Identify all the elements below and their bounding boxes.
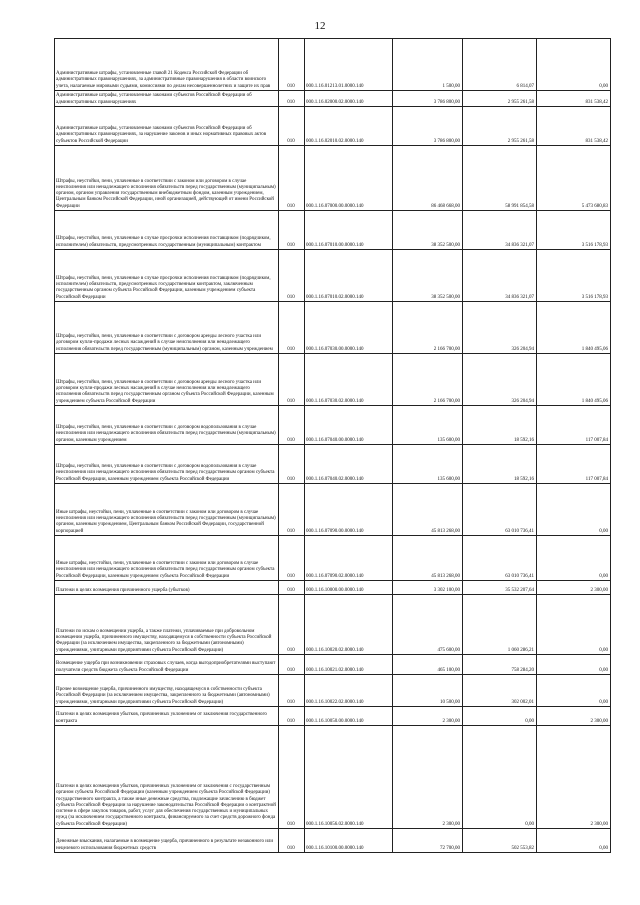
row-budget-code: 000.1.16.10050.00.0000.140	[305, 707, 393, 726]
row-unexecuted-amount: 0,00	[537, 484, 611, 536]
row-line-code: 010	[279, 707, 305, 726]
row-executed-amount: 502 553,82	[463, 829, 537, 853]
row-name: Штрафы, неустойки, пени, уплаченные в соответствии с договором водопользования в случае неисполнения или ненадлежащего исполнения обязательств перед государственным (муниципальным) органом, казенным учреждением	[55, 406, 279, 445]
row-executed-amount: 34 836 321,07	[463, 211, 537, 250]
row-line-code: 010	[279, 655, 305, 675]
row-line-code: 010	[279, 445, 305, 484]
table-row	[55, 302, 611, 354]
row-executed-amount: 18 592,16	[463, 445, 537, 484]
row-executed-amount: 326 204,94	[463, 354, 537, 406]
row-approved-amount: 475 600,00	[393, 595, 463, 655]
row-unexecuted-amount: 0,00	[537, 655, 611, 675]
table-row	[55, 250, 611, 302]
row-unexecuted-amount: 1 840 495,06	[537, 354, 611, 406]
row-name: Штрафы, неустойки, пени, уплаченные в случае просрочки исполнения поставщиком (подрядчиком, исполнителем) обязательств, предусмотренных государственным контрактом, заключенным государственным органом субъекта Российской Федерации, казенным учреждением субъекта Российской Федерации	[55, 250, 279, 302]
row-executed-amount: 326 204,94	[463, 302, 537, 354]
row-budget-code: 000.1.16.10100.00.0000.140	[305, 829, 393, 853]
row-line-code: 010	[279, 675, 305, 707]
row-executed-amount: 6 814,07	[463, 39, 537, 91]
table-row	[55, 406, 611, 445]
row-name: Иные штрафы, неустойки, пени, уплаченные в соответствии с законом или договором в случае неисполнения или ненадлежащего исполнения обязательств перед государственным органом субъекта Российской Федерации, казенным учреждением субъекта Российской Федерации	[55, 536, 279, 581]
row-budget-code: 000.1.16.07030.00.0000.140	[305, 302, 393, 354]
row-executed-amount: 302 002,01	[463, 675, 537, 707]
table-row	[55, 39, 611, 91]
row-approved-amount: 2 300,00	[393, 726, 463, 829]
row-approved-amount: 45 813 268,00	[393, 536, 463, 581]
row-line-code: 010	[279, 829, 305, 853]
row-budget-code: 000.1.16.07040.00.0000.140	[305, 406, 393, 445]
row-executed-amount: 1 060 286,21	[463, 595, 537, 655]
row-name: Административные штрафы, установленные законами субъектов Российской Федерации об административных правонарушениях, за нарушение законов и иных нормативных правовых актов субъектов Российской Федерации	[55, 107, 279, 146]
row-budget-code: 000.1.16.10056.02.0000.140	[305, 726, 393, 829]
row-line-code: 010	[279, 406, 305, 445]
row-unexecuted-amount: 831 538,42	[537, 107, 611, 146]
row-budget-code: 000.1.16.07010.00.0000.140	[305, 211, 393, 250]
row-line-code: 010	[279, 726, 305, 829]
row-unexecuted-amount: 3 516 178,93	[537, 250, 611, 302]
row-unexecuted-amount: 2 300,00	[537, 726, 611, 829]
row-name: Платежи в целях возмещения причиненного ущерба (убытков)	[55, 581, 279, 595]
row-name: Штрафы, неустойки, пени, уплаченные в соответствии с договором водопользования в случае неисполнения или ненадлежащего исполнения обязательств перед государственным органом субъекта Российской Федерации, казенным учреждением субъекта Российской Федерации	[55, 445, 279, 484]
row-budget-code: 000.1.16.07040.02.0000.140	[305, 445, 393, 484]
budget-revenue-table	[54, 38, 611, 853]
row-approved-amount: 2 166 700,00	[393, 354, 463, 406]
row-executed-amount: 63 010 736,41	[463, 536, 537, 581]
row-approved-amount: 2 166 700,00	[393, 302, 463, 354]
row-line-code: 010	[279, 536, 305, 581]
table-row	[55, 91, 611, 107]
row-approved-amount: 38 352 500,00	[393, 250, 463, 302]
row-unexecuted-amount: 2 300,00	[537, 707, 611, 726]
row-executed-amount: 2 955 261,58	[463, 107, 537, 146]
row-line-code: 010	[279, 595, 305, 655]
row-name: Административные штрафы, установленные законами субъектов Российской Федерации об административных правонарушениях	[55, 91, 279, 107]
row-unexecuted-amount: 0,00	[537, 675, 611, 707]
table-row	[55, 655, 611, 675]
row-approved-amount: 2 300,00	[393, 707, 463, 726]
row-line-code: 010	[279, 146, 305, 211]
row-executed-amount: 0,00	[463, 726, 537, 829]
row-budget-code: 000.1.16.01213.01.0000.140	[305, 39, 393, 91]
row-name: Штрафы, неустойки, пени, уплаченные в случае просрочки исполнения поставщиком (подрядчиком, исполнителем) обязательств, предусмотренных государственным (муниципальным) контрактом	[55, 211, 279, 250]
row-budget-code: 000.1.16.10021.02.0000.140	[305, 655, 393, 675]
row-line-code: 010	[279, 107, 305, 146]
row-approved-amount: 38 352 500,00	[393, 211, 463, 250]
table-row	[55, 354, 611, 406]
table-row	[55, 146, 611, 211]
row-line-code: 010	[279, 39, 305, 91]
table-row	[55, 107, 611, 146]
row-name: Штрафы, неустойки, пени, уплаченные в соответствии с договором аренды лесного участка или договором купли-продажи лесных насаждений в случае неисполнения или ненадлежащего исполнения обязательств перед государственным (муниципальным) органом, казенным учреждением	[55, 302, 279, 354]
row-budget-code: 000.1.16.07090.00.0000.140	[305, 484, 393, 536]
row-name: Платежи по искам о возмещении ущерба, а также платежи, уплачиваемые при добровольном возмещении ущерба, причиненного имуществу, находящемуся в собственности субъекта Российской Федерации (за исключением имущества, закрепленного за бюджетными (автономными) учреждениями, унитарными предприятиями субъекта Российской Федерации)	[55, 595, 279, 655]
row-unexecuted-amount: 0,00	[537, 39, 611, 91]
row-budget-code: 000.1.16.07010.02.0000.140	[305, 250, 393, 302]
row-unexecuted-amount: 0,00	[537, 595, 611, 655]
row-name: Платежи в целях возмещения убытков, причиненных уклонением от заключения государственного контракта	[55, 707, 279, 726]
row-executed-amount: 63 010 736,41	[463, 484, 537, 536]
row-line-code: 010	[279, 211, 305, 250]
table-row	[55, 829, 611, 853]
row-budget-code: 000.1.16.02000.02.0000.140	[305, 91, 393, 107]
row-line-code: 010	[279, 354, 305, 406]
row-unexecuted-amount: 0,00	[537, 829, 611, 853]
row-name: Денежные взыскания, налагаемые в возмещение ущерба, причиненного в результате незаконного или нецелевого использования бюджетных средств	[55, 829, 279, 853]
row-approved-amount: 10 500,00	[393, 675, 463, 707]
row-executed-amount: 35 532 207,64	[463, 581, 537, 595]
row-unexecuted-amount: 117 007,84	[537, 445, 611, 484]
row-budget-code: 000.1.16.07090.02.0000.140	[305, 536, 393, 581]
row-approved-amount: 3 786 800,00	[393, 91, 463, 107]
row-unexecuted-amount: 2 300,00	[537, 581, 611, 595]
row-executed-amount: 34 836 321,07	[463, 250, 537, 302]
row-unexecuted-amount: 1 840 495,06	[537, 302, 611, 354]
row-line-code: 010	[279, 581, 305, 595]
row-budget-code: 000.1.16.10022.02.0000.140	[305, 675, 393, 707]
row-executed-amount: 2 955 261,58	[463, 91, 537, 107]
row-budget-code: 000.1.16.07030.02.0000.140	[305, 354, 393, 406]
row-executed-amount: 758 284,20	[463, 655, 537, 675]
page-number: 12	[314, 20, 326, 32]
row-unexecuted-amount: 5 473 680,83	[537, 146, 611, 211]
row-name: Штрафы, неустойки, пени, уплаченные в соответствии с договором аренды лесного участка или договором купли-продажи лесных насаждений в случае неисполнения или ненадлежащего исполнения обязательств перед государственным органом субъекта Российской Федерации, казенным учреждением субъекта Российской Федерации	[55, 354, 279, 406]
row-name: Возмещение ущерба при возникновении страховых случаев, когда выгодоприобретателями выступают получатели средств бюджета субъекта Российской Федерации	[55, 655, 279, 675]
row-unexecuted-amount: 117 007,84	[537, 406, 611, 445]
row-unexecuted-amount: 3 516 178,93	[537, 211, 611, 250]
row-approved-amount: 135 600,00	[393, 406, 463, 445]
row-unexecuted-amount: 831 538,42	[537, 91, 611, 107]
row-approved-amount: 3 786 800,00	[393, 107, 463, 146]
row-line-code: 010	[279, 484, 305, 536]
row-approved-amount: 465 100,00	[393, 655, 463, 675]
table-row	[55, 211, 611, 250]
row-approved-amount: 45 813 268,00	[393, 484, 463, 536]
row-unexecuted-amount: 0,00	[537, 536, 611, 581]
row-executed-amount: 0,00	[463, 707, 537, 726]
table-row	[55, 726, 611, 829]
row-name: Прочее возмещение ущерба, причиненного имуществу, находящемуся в собственности субъекта Российской Федерации (за исключением имущества, закрепленного за бюджетными (автономными) учреждениями, унитарными предприятиями субъекта Российской Федерации)	[55, 675, 279, 707]
row-name: Платежи в целях возмещения убытков, причиненных уклонением от заключения с государственным органом субъекта Российской Федерации (казенным учреждением субъекта Российской Федерации) государственного контракта, а также иные денежные средства, подлежащие зачислению в бюджет субъекта Российской Федерации за нарушение законодательства Российской Федерации о контрактной системе в сфере закупок товаров, работ, услуг для обеспечения государственных и муниципальных нужд (за исключением государственного контракта, финансируемого за счет средств дорожного фонда субъекта Российской Федерации)	[55, 726, 279, 829]
row-budget-code: 000.1.16.10000.00.0000.140	[305, 581, 393, 595]
row-approved-amount: 86 468 668,00	[393, 146, 463, 211]
row-line-code: 010	[279, 91, 305, 107]
row-name: Административные штрафы, установленные главой 21 Кодекса Российской Федерации об административных правонарушениях, за административные правонарушения в области воинского учета, налагаемые мировыми судьями, комиссиями по делам несовершеннолетних и защите их прав	[55, 39, 279, 91]
table-row	[55, 595, 611, 655]
row-name: Иные штрафы, неустойки, пени, уплаченные в соответствии с законом или договором в случае неисполнения или ненадлежащего исполнения обязательств перед государственным (муниципальным) органом, казенным учреждением, Центральным банком Российской Федерации, государственной корпорацией	[55, 484, 279, 536]
row-approved-amount: 135 600,00	[393, 445, 463, 484]
row-budget-code: 000.1.16.10020.02.0000.140	[305, 595, 393, 655]
table-row	[55, 484, 611, 536]
table-row	[55, 707, 611, 726]
row-budget-code: 000.1.16.07000.00.0000.140	[305, 146, 393, 211]
row-executed-amount: 18 592,16	[463, 406, 537, 445]
table-row	[55, 581, 611, 595]
row-budget-code: 000.1.16.02010.02.0000.140	[305, 107, 393, 146]
table-row	[55, 536, 611, 581]
row-approved-amount: 72 700,00	[393, 829, 463, 853]
row-line-code: 010	[279, 250, 305, 302]
row-line-code: 010	[279, 302, 305, 354]
row-name: Штрафы, неустойки, пени, уплаченные в соответствии с законом или договором в случае неисполнения или ненадлежащего исполнения обязательств перед государственным (муниципальным) органом, органом управления государственным внебюджетным фондом, казенным учреждением, Центральным банком Российской Федерации, иной организацией, действующей от имени Российской Федерации	[55, 146, 279, 211]
table-row	[55, 675, 611, 707]
row-approved-amount: 1 500,00	[393, 39, 463, 91]
row-executed-amount: 58 991 854,58	[463, 146, 537, 211]
row-approved-amount: 3 302 100,00	[393, 581, 463, 595]
table-body	[55, 39, 611, 853]
table-row	[55, 445, 611, 484]
